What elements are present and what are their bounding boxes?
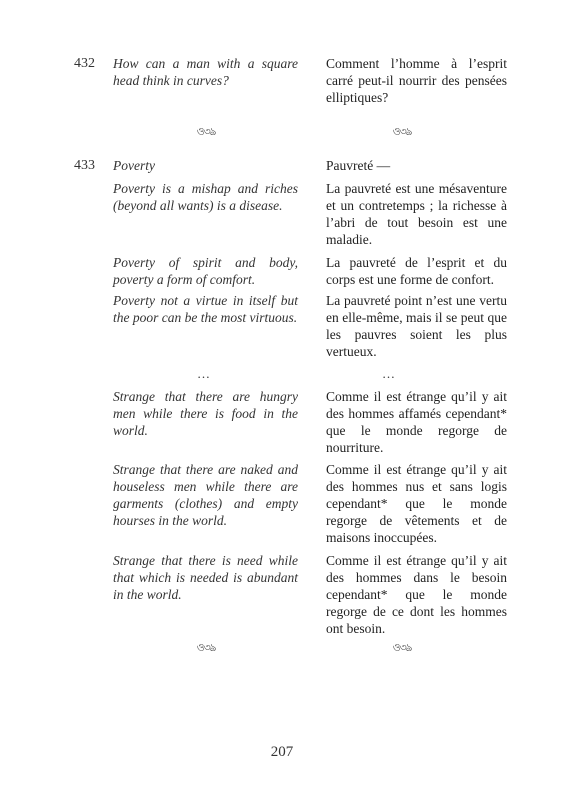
english-text-432: How can a man with a square head think in curves?: [113, 56, 298, 88]
english-line: Strange that there are hungry men while there is food in the world.: [113, 389, 298, 438]
french-title-433: Pauvreté —: [326, 158, 391, 173]
french-line: La pauvreté de l’esprit et du corps est une forme de confort.: [326, 255, 507, 287]
english-line: Strange that there are naked and houseless men while there are garments (clothes) and empty hourses in the world.: [113, 462, 298, 528]
ellipsis-divider: …: [197, 366, 210, 381]
french-line: Comme il est étrange qu’il y ait des hommes nus et sans logis cependant* que le monde regorge de vêtements et de maisons inoccupées.: [326, 462, 507, 545]
ellipsis-divider: …: [382, 366, 395, 381]
page-number: 207: [270, 744, 294, 760]
ornament-divider-icon: ও৩ঌ: [392, 126, 412, 138]
english-line: Poverty is a mishap and riches (beyond all wants) is a disease.: [113, 181, 298, 213]
english-line: Strange that there is need while that which is needed is abundant in the world.: [113, 553, 298, 602]
entry-number-432: 432: [74, 56, 95, 71]
english-title-433: Poverty: [113, 158, 155, 173]
french-text-432: Comment l’homme à l’esprit carré peut-il nourrir des pensées elliptiques?: [326, 56, 507, 105]
english-line: Poverty of spirit and body, poverty a form of comfort.: [113, 255, 298, 287]
french-line: Comme il est étrange qu’il y ait des hommes affamés cependant* que le monde regorge de nourriture.: [326, 389, 507, 455]
english-line: Poverty not a virtue in itself but the poor can be the most virtuous.: [113, 293, 298, 325]
french-line: Comme il est étrange qu’il y ait des hommes dans le besoin cependant* que le monde regorge de ce dont les hommes ont besoin.: [326, 553, 507, 636]
ornament-divider-icon: ও৩ঌ: [196, 642, 216, 654]
ornament-divider-icon: ও৩ঌ: [196, 126, 216, 138]
entry-number-433: 433: [74, 158, 95, 173]
ornament-divider-icon: ও৩ঌ: [392, 642, 412, 654]
french-line: La pauvreté est une mésaventure et un contretemps ; la richesse à l’abri de tout besoin est une maladie.: [326, 181, 507, 247]
french-line: La pauvreté point n’est une vertu en elle-même, mais il se peut que les pauvres soient les plus vertueux.: [326, 293, 507, 359]
